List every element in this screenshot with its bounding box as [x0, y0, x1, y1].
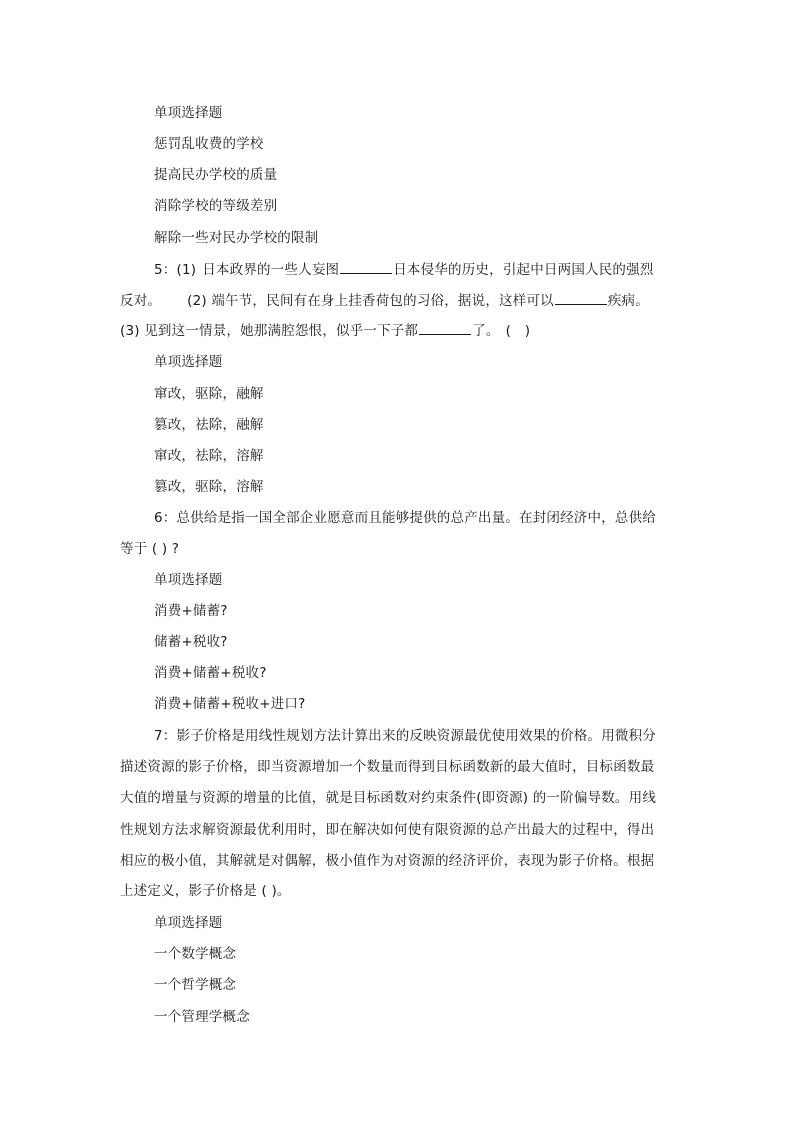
q5-stem-part-2c: 疾病。: [607, 293, 649, 309]
q7-stem-line-5: 相应的极小值，其解就是对偶解，极小值作为对资源的经济评价，表现为影子价格。根据: [120, 853, 655, 869]
q6-option-c: 消费+储蓄+税收?: [154, 665, 267, 681]
q4-option-c: 消除学校的等级差别: [154, 198, 278, 214]
q5-option-d: 篡改，驱除，溶解: [154, 479, 264, 495]
q5-blank-2: [555, 291, 607, 305]
q7-stem-line-3: 大值的增量与资源的增量的比值，就是目标函数对约束条件(即资源) 的一阶偏导数。用线: [120, 790, 657, 806]
q5-stem-part-1a: 日本政界的一些人妄图: [202, 262, 340, 278]
q7-option-a: 一个数学概念: [154, 946, 237, 962]
q4-option-b: 提高民办学校的质量: [154, 167, 278, 183]
q5-option-a: 窜改，驱除，融解: [154, 386, 264, 402]
q5-stem-line-3: [120, 321, 530, 340]
q6-type-label: 单项选择题: [154, 572, 223, 588]
q5-stem-line-2: [120, 291, 649, 310]
q5-stem-part-1b: 日本侵华的历史，引起中日两国人民的强烈: [393, 262, 654, 278]
q6-option-d: 消费+储蓄+税收+进口?: [154, 696, 306, 712]
q5-blank-3: [419, 321, 471, 335]
q4-type-label: 单项选择题: [154, 105, 223, 121]
q5-option-b: 篡改，祛除，融解: [154, 417, 264, 433]
q4-option-d: 解除一些对民办学校的限制: [154, 230, 319, 246]
q5-option-c: 窜改，祛除，溶解: [154, 448, 264, 464]
q7-stem-line-1: 7：影子价格是用线性规划方法计算出来的反映资源最优使用效果的价格。用微积分: [154, 728, 656, 744]
q5-type-label: 单项选择题: [154, 354, 223, 370]
q5-number: 5：(1): [154, 262, 197, 278]
q5-stem-part-3a: (3) 见到这一情景，她那满腔怨恨，似乎一下子都: [120, 323, 419, 339]
q6-option-a: 消费+储蓄?: [154, 603, 228, 619]
q7-stem-line-6: 上述定义，影子价格是 ( )。: [120, 883, 291, 899]
q5-answer-parens: ( ): [505, 323, 531, 339]
q7-option-c: 一个管理学概念: [154, 1009, 250, 1025]
q7-type-label: 单项选择题: [154, 915, 223, 931]
q5-blank-1: [340, 260, 392, 274]
q6-stem-line-2: 等于 ( ) ?: [120, 541, 180, 557]
q5-stem-part-2b: (2) 端午节，民间有在身上挂香荷包的习俗，据说，这样可以: [187, 293, 554, 309]
q5-stem-part-2a: 反对。: [120, 293, 162, 309]
q7-option-b: 一个哲学概念: [154, 977, 237, 993]
q6-stem-line-1: 6：总供给是指一国全部企业愿意而且能够提供的总产出量。在封闭经济中，总供给: [154, 510, 656, 526]
q7-stem-line-4: 性规划方法求解资源最优利用时，即在解决如何使有限资源的总产出最大的过程中，得出: [120, 822, 655, 838]
q7-stem-line-2: 描述资源的影子价格，即当资源增加一个数量而得到目标函数新的最大值时，目标函数最: [120, 759, 655, 775]
q4-option-a: 惩罚乱收费的学校: [154, 136, 264, 152]
q5-stem-part-3b: 了。: [472, 323, 500, 339]
q6-option-b: 储蓄+税收?: [154, 634, 228, 650]
q5-stem-line-1: [154, 260, 654, 279]
